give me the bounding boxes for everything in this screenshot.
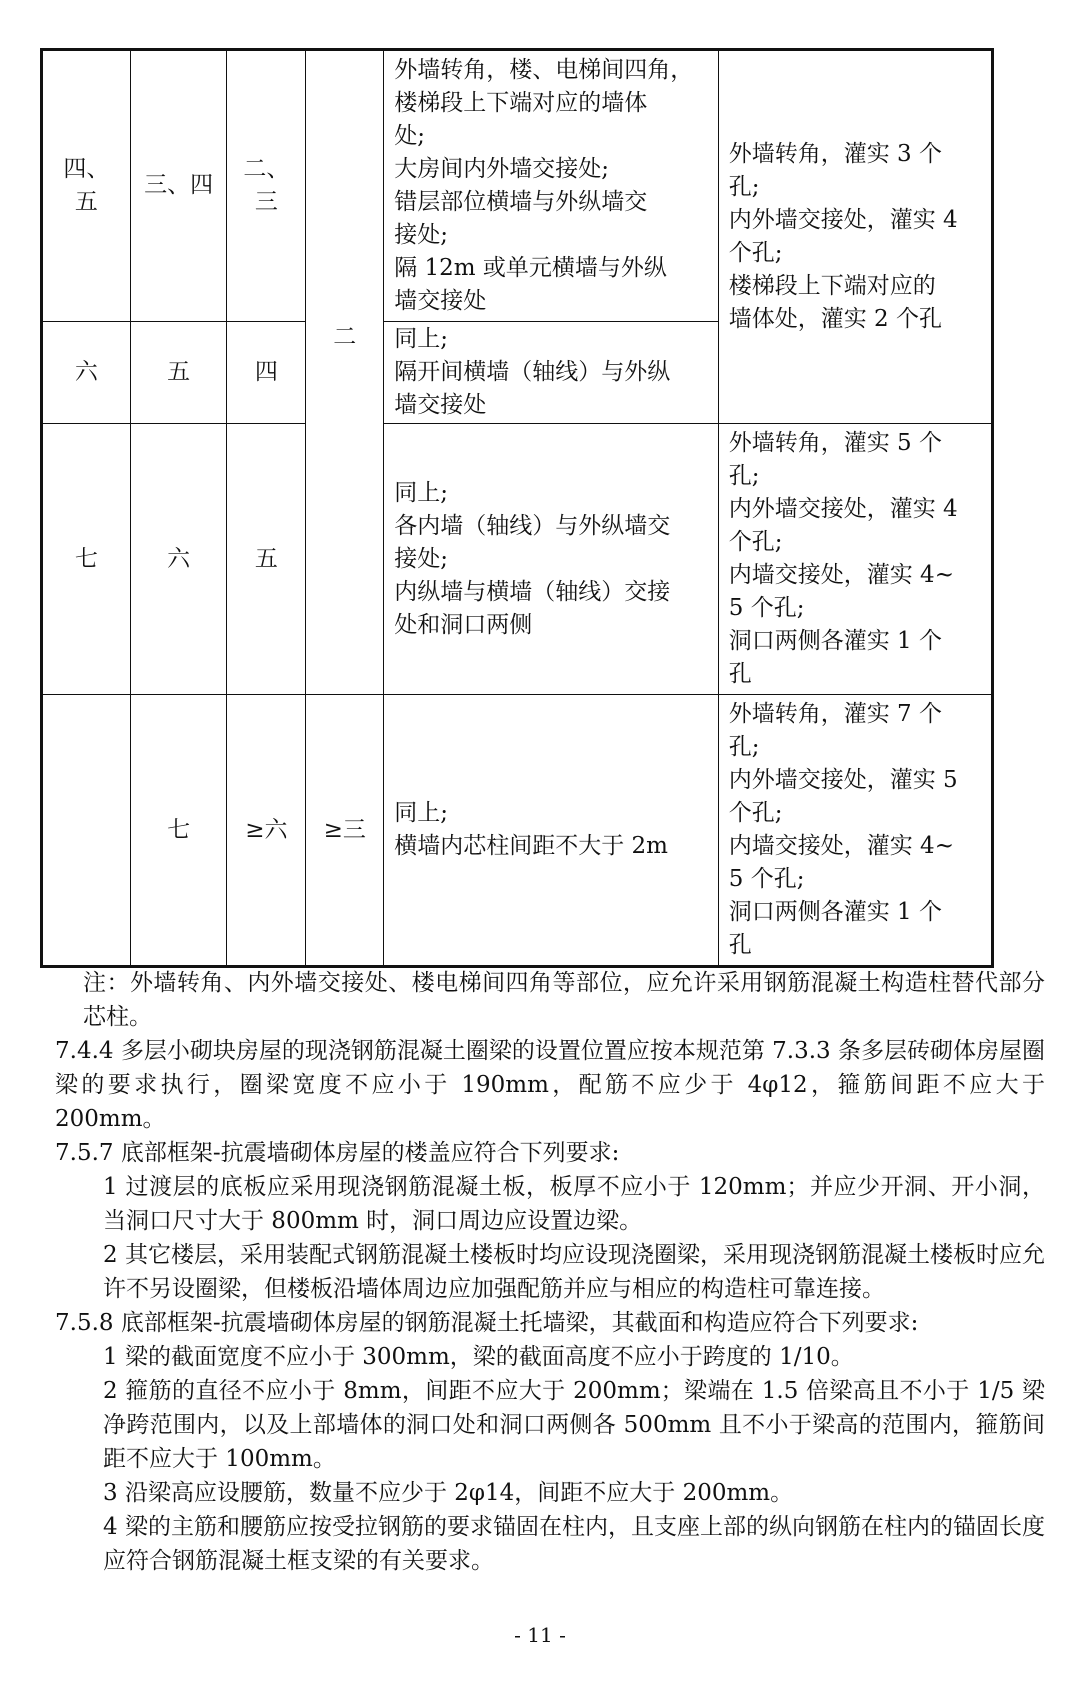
cell-intensity-7: 六 xyxy=(130,424,227,695)
clause-7-5-8-item-2: 2 箍筋的直径不应小于 8mm，间距不应大于 200mm；梁端在 1.5 倍梁高且不小于 1/5 梁净跨范围内，以及上部墙体的洞口处和洞口两侧各 500mm 且不小于梁高的范围内，箍筋间距不应大于 100mm。 xyxy=(103,1378,1045,1472)
cell-intensity-9: ≥三 xyxy=(306,695,384,967)
cell-locations: 同上; 隔开间横墙（轴线）与外纵 墙交接处 xyxy=(384,321,719,423)
cell-intensity-6: 四、五 xyxy=(42,50,131,322)
table-row xyxy=(42,695,993,967)
clause-7-5-7-item-2: 2 其它楼层，采用装配式钢筋混凝土楼板时均应设现浇圈梁，采用现浇钢筋混凝土楼板时应允许不另设圈梁，但楼板沿墙体周边应加强配筋并应与相应的构造柱可靠连接。 xyxy=(103,1242,1045,1302)
cell-grout-count: 外墙转角，灌实 5 个 孔; 内外墙交接处，灌实 4 个孔; 内墙交接处，灌实 4~ 5 个孔; 洞口两侧各灌实 1 个 孔 xyxy=(718,424,992,695)
clause-7-5-7-item-1: 1 过渡层的底板应采用现浇钢筋混凝土板，板厚不应小于 120mm；并应少开洞、开小洞，当洞口尺寸大于 800mm 时，洞口周边应设置边梁。 xyxy=(103,1174,1045,1234)
clause-7-5-8-item-4: 4 梁的主筋和腰筋应按受拉钢筋的要求锚固在柱内，且支座上部的纵向钢筋在柱内的锚固长度应符合钢筋混凝土框支梁的有关要求。 xyxy=(103,1514,1045,1574)
cell-grout-count: 外墙转角，灌实 3 个 孔; 内外墙交接处，灌实 4 个孔; 楼梯段上下端对应的 墙体处，灌实 2 个孔 xyxy=(718,50,992,424)
cell-intensity-6 xyxy=(42,695,131,967)
clause-7-5-8: 7.5.8 底部框架-抗震墙砌体房屋的钢筋混凝土托墙梁，其截面和构造应符合下列要求: xyxy=(55,1310,919,1336)
cell-locations: 外墙转角，楼、电梯间四角， 楼梯段上下端对应的墙体 处; 大房间内外墙交接处; 错层部位横墙与外纵墙交 接处; 隔 12m 或单元横墙与外纵 墙交接处 xyxy=(384,50,719,322)
cell-intensity-8: 五 xyxy=(227,424,306,695)
table-note: 注：外墙转角、内外墙交接处、楼电梯间四角等部位，应允许采用钢筋混凝土构造柱替代部分芯柱。 xyxy=(83,970,1045,1030)
cell-locations: 同上; 横墙内芯柱间距不大于 2m xyxy=(384,695,719,967)
cell-locations: 同上; 各内墙（轴线）与外纵墙交 接处; 内纵墙与横墙（轴线）交接 处和洞口两侧 xyxy=(384,424,719,695)
cell-grout-count: 外墙转角，灌实 7 个 孔; 内外墙交接处，灌实 5 个孔; 内墙交接处，灌实 4~ 5 个孔; 洞口两侧各灌实 1 个 孔 xyxy=(718,695,992,967)
clause-7-5-8-item-3: 3 沿梁高应设腰筋，数量不应少于 2φ14，间距不应大于 200mm。 xyxy=(103,1480,794,1506)
clause-7-4-4: 7.4.4 多层小砌块房屋的现浇钢筋混凝土圈梁的设置位置应按本规范第 7.3.3 条多层砖砌体房屋圈梁的要求执行，圈梁宽度不应小于 190mm，配筋不应少于 4φ12，箍筋间距不应大于 200mm。 xyxy=(55,1038,1045,1132)
core-column-table xyxy=(40,48,994,968)
clause-7-5-8-item-1: 1 梁的截面宽度不应小于 300mm，梁的截面高度不应小于跨度的 1/10。 xyxy=(103,1344,854,1370)
cell-intensity-8: ≥六 xyxy=(227,695,306,967)
table-row xyxy=(42,424,993,695)
body-text xyxy=(55,966,1045,1578)
cell-intensity-7: 三、四 xyxy=(130,50,227,322)
page-number: - 11 - xyxy=(514,1623,566,1647)
cell-intensity-7: 五 xyxy=(130,321,227,423)
cell-intensity-6: 六 xyxy=(42,321,131,423)
table-row xyxy=(42,50,993,322)
cell-intensity-7: 七 xyxy=(130,695,227,967)
cell-intensity-6: 七 xyxy=(42,424,131,695)
cell-intensity-8: 四 xyxy=(227,321,306,423)
cell-intensity-9: 二 xyxy=(306,50,384,695)
cell-intensity-8: 二、 三 xyxy=(227,50,306,322)
clause-7-5-7: 7.5.7 底部框架-抗震墙砌体房屋的楼盖应符合下列要求: xyxy=(55,1140,620,1166)
